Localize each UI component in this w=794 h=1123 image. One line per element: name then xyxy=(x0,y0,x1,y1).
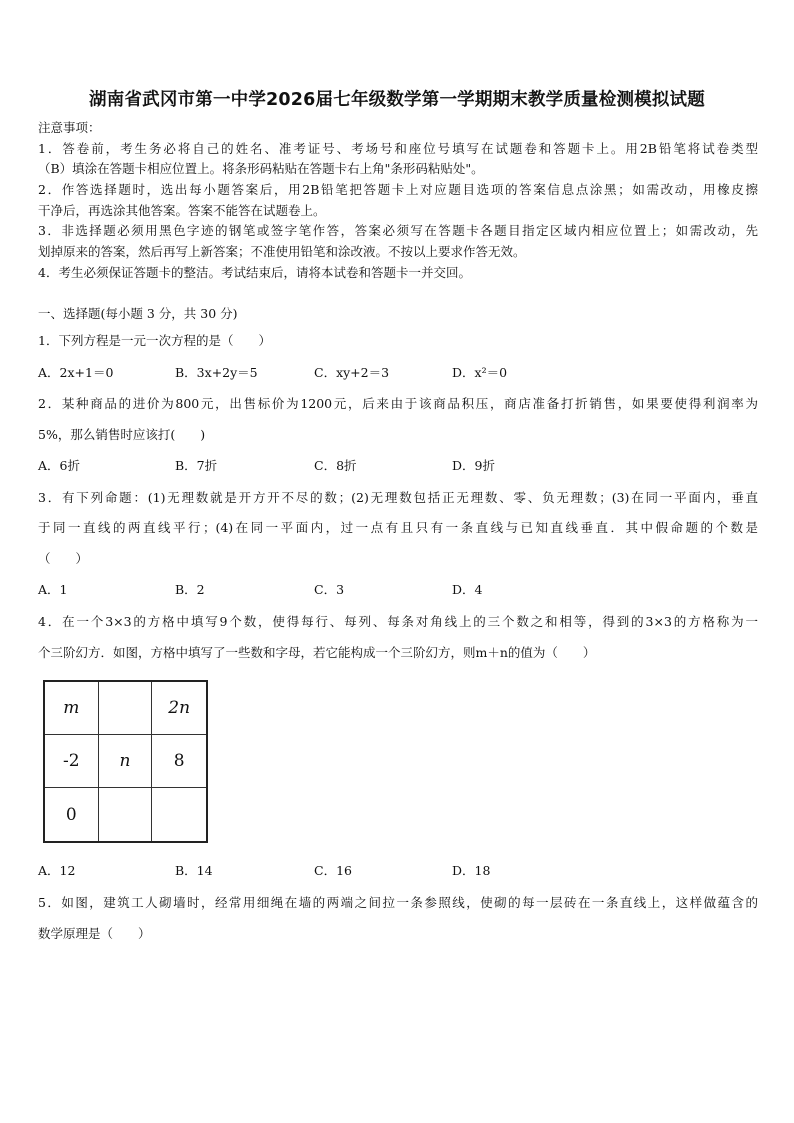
notice-line: 2．作答选择题时，选出每小题答案后，用2B铅笔把答题卡上对应题目选项的答案信息点涂黑；如需改动，用橡皮擦 xyxy=(38,182,759,197)
option-a[interactable]: A．12 xyxy=(38,863,76,878)
question-3-options xyxy=(38,581,758,599)
notice-heading: 注意事项： xyxy=(38,120,101,135)
option-d[interactable]: D．18 xyxy=(452,863,491,878)
question-4-stem: 4．在一个3×3的方格中填写9个数，使得每行、每列、每条对角线上的三个数之和相等，得到的3×3的方格称为一 xyxy=(38,614,758,629)
magic-square-grid xyxy=(43,680,208,843)
option-d[interactable]: D．9折 xyxy=(452,458,495,473)
grid-cell: 0 xyxy=(45,788,99,841)
page-title: 湖南省武冈市第一中学2026届七年级数学第一学期期末教学质量检测模拟试题 xyxy=(89,90,705,110)
option-a[interactable]: A．6折 xyxy=(38,458,80,473)
option-a[interactable]: A．2x+1＝0 xyxy=(38,365,114,380)
question-4-options xyxy=(38,862,758,880)
option-a[interactable]: A．1 xyxy=(38,582,68,597)
question-3-stem: 3．有下列命题：(1)无理数就是开方开不尽的数；(2)无理数包括正无理数、零、负无理数；(3)在同一平面内，垂直 xyxy=(38,490,758,505)
question-5-stem: 5．如图，建筑工人砌墙时，经常用细绳在墙的两端之间拉一条参照线，使砌的每一层砖在一条直线上，这样做蕴含的 xyxy=(38,895,758,910)
question-3-stem: （ ） xyxy=(38,551,89,566)
option-b[interactable]: B．3x+2y＝5 xyxy=(175,365,258,380)
question-1-options xyxy=(38,364,758,382)
notice-line: 3．非选择题必须用黑色字迹的钢笔或签字笔作答，答案必须写在答题卡各题目指定区域内相应位置上；如需改动，先 xyxy=(38,223,758,238)
option-d[interactable]: D．4 xyxy=(452,582,483,597)
grid-cell: n xyxy=(99,735,153,788)
question-5-stem: 数学原理是（ ） xyxy=(38,926,151,941)
question-2-stem: 5%，那么销售时应该打( ) xyxy=(38,427,206,442)
grid-cell xyxy=(99,682,153,735)
option-b[interactable]: B．2 xyxy=(175,582,205,597)
question-2-stem: 2．某种商品的进价为800元，出售标价为1200元，后来由于该商品积压，商店准备打折销售，如果要使得利润率为 xyxy=(38,396,758,411)
question-2-options xyxy=(38,457,758,475)
notice-line: 干净后，再选涂其他答案。答案不能答在试题卷上。 xyxy=(38,203,326,218)
option-b[interactable]: B．14 xyxy=(175,863,213,878)
grid-cell: m xyxy=(45,682,99,735)
option-d[interactable]: D．x²＝0 xyxy=(452,365,508,380)
option-c[interactable]: C．xy+2＝3 xyxy=(314,365,390,380)
section-heading: 一、选择题(每小题 3 分，共 30 分) xyxy=(38,306,238,321)
question-3-stem: 于同一直线的两直线平行；(4)在同一平面内，过一点有且只有一条直线与已知直线垂直．其中假命题的个数是 xyxy=(38,520,758,535)
option-c[interactable]: C．3 xyxy=(314,582,345,597)
grid-cell: 2n xyxy=(152,682,206,735)
grid-cell: -2 xyxy=(45,735,99,788)
option-c[interactable]: C．8折 xyxy=(314,458,357,473)
question-1-stem: 1．下列方程是一元一次方程的是（ ） xyxy=(38,333,271,348)
notice-line: 划掉原来的答案，然后再写上新答案；不准使用铅笔和涂改液。不按以上要求作答无效。 xyxy=(38,244,526,259)
option-c[interactable]: C．16 xyxy=(314,863,352,878)
grid-cell: 8 xyxy=(152,735,206,788)
question-4-stem: 个三阶幻方．如图，方格中填写了一些数和字母，若它能构成一个三阶幻方，则m＋n的值为（ ） xyxy=(38,645,596,660)
grid-cell xyxy=(152,788,206,841)
option-b[interactable]: B．7折 xyxy=(175,458,218,473)
notice-line: 4．考生必须保证答题卡的整洁。考试结束后，请将本试卷和答题卡一并交回。 xyxy=(38,265,471,280)
notice-line: （B）填涂在答题卡相应位置上。将条形码粘贴在答题卡右上角"条形码粘贴处"。 xyxy=(38,161,484,176)
notice-line: 1．答卷前，考生务必将自己的姓名、准考证号、考场号和座位号填写在试题卷和答题卡上。用2B铅笔将试卷类型 xyxy=(38,141,758,156)
grid-cell xyxy=(99,788,153,841)
